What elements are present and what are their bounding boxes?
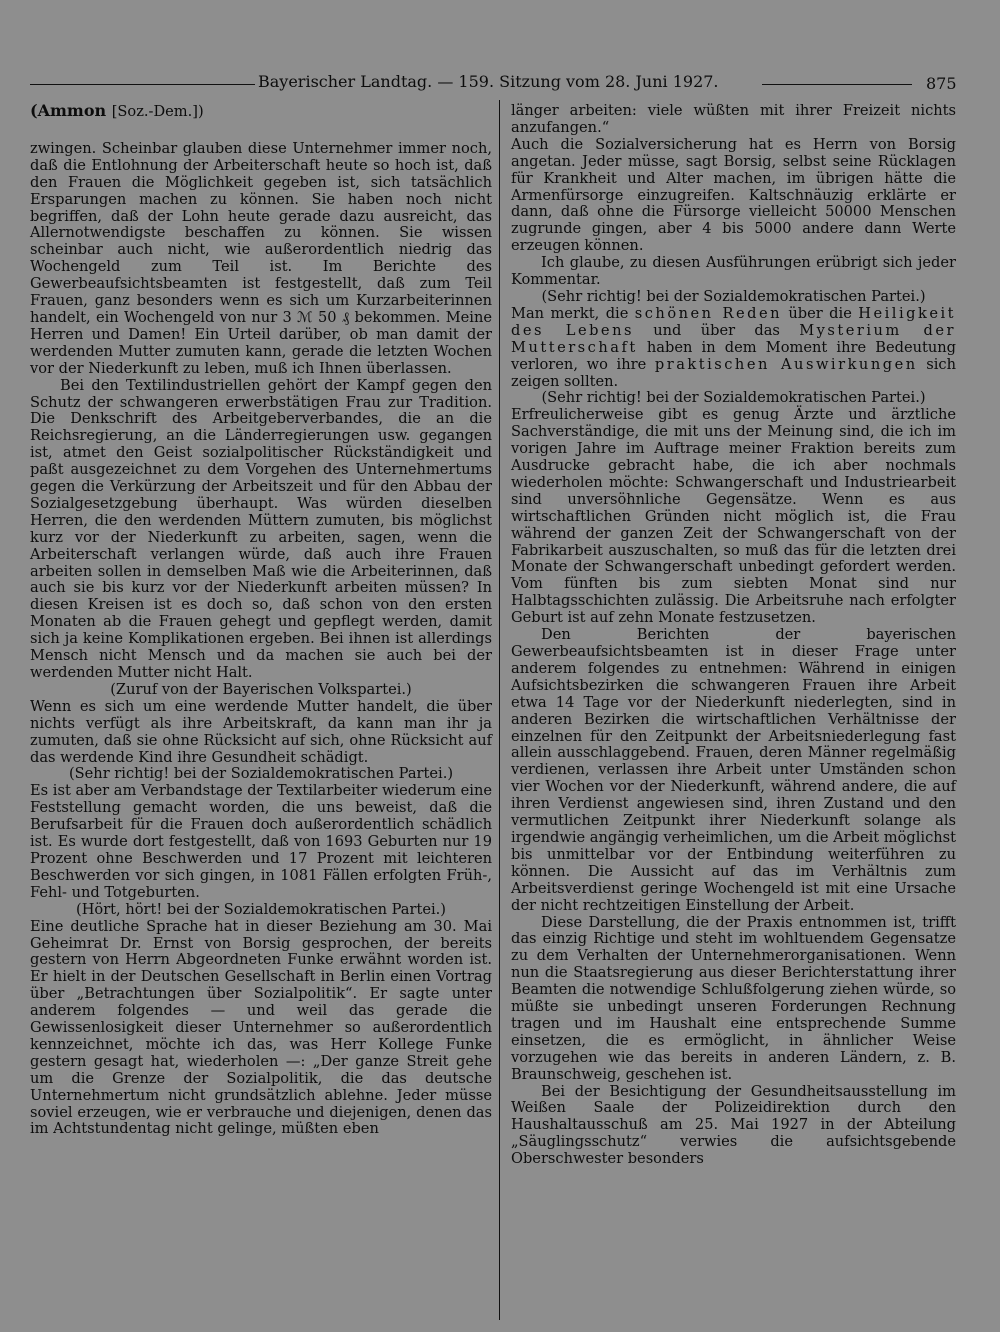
quote-continuation: länger arbeiten: viele wüßten mit ihrer Freizeit nichts anzufangen.“ — [511, 102, 956, 136]
speaker-line — [30, 103, 492, 121]
paragraph: Diese Darstellung, die der Praxis entnommen ist, trifft das einzig Richtige und steht im wohltuendem Gegensatze zu dem Verhalten der Unternehmerorganisationen. Wenn nun die Staatsregierung aus dieser Berichterstattung ihrer Beamten die notwendige Schlußfolgerung ziehen würde, so müßte sie unbedingt unseren Forderungen Rechnung tragen und im Haushalt eine entsprechende Summe einsetzen, die es ermöglicht, in ähnlicher Weise vorzugehen wie das bereits in anderen Ländern, z. B. Braunschweig, geschehen ist. — [511, 913, 956, 1083]
column-divider — [499, 100, 500, 1320]
page-number: 875 — [926, 74, 957, 93]
paragraph: Den Berichten der bayerischen Gewerbeaufsichtsbeamten ist in dieser Frage unter anderem folgendes zu entnehmen: Während in einigen Aufsichtsbezirken die schwangeren Frauen ihre Arbeit etwa 14 Tage vor der Niederkunft niederlegten, sind in anderen Bezirken die wirtschaftlichen Verhältnisse der einzelnen für den Zeitpunkt der Arbeitsniederlegung fast allein ausschlaggebend. Frauen, deren Männer regelmäßig verdienen, verlassen ihre Arbeit unter Umständen schon vier Wochen vor der Niederkunft, während andere, die auf ihren Verdienst angewiesen sind, ihren Zustand und den vermutlichen Zeitpunkt ihrer Niederkunft solange als irgendwie angängig verheimlichen, um die Arbeit möglichst bis unmittelbar vor der Entbindung weiterführen zu können. Die Aussicht auf das im Verhältnis zum Arbeitsverdienst geringe Wochengeld ist mit eine Ursache der nicht rechtzeitigen Einstellung der Arbeit. — [511, 626, 957, 914]
right-column — [511, 103, 956, 1168]
running-header — [30, 70, 960, 96]
paragraph: Erfreulicherweise gibt es genug Ärzte und ärztliche Sachverständige, die mit uns der Meinung sind, die ich im vorigen Jahre im Auftrage meiner Fraktion bereits zum Ausdrucke gebracht habe, die ich aber nochmals wiederholen möchte: Schwangerschaft und Industriearbeit sind unversöhnliche Gegensätze. Wenn es aus wirtschaftlichen Gründen nicht möglich ist, die Frau während der ganzen Zeit der Schwangerschaft von der Fabrikarbeit auszuschalten, so muß das für die letzten drei Monate der Schwangerschaft unbedingt gefordert werden. Vom fünften bis zum siebten Monat sind nur Halbtagsschichten zulässig. Die Arbeitsruhe nach erfolgter Geburt ist auf zehn Monate festzusetzen. — [511, 406, 956, 627]
interjection: (Zuruf von der Bayerischen Volkspartei.) — [110, 680, 412, 698]
paragraph: Bei der Besichtigung der Gesundheitsausstellung im Weißen Saale der Polizeidirektion durch den Haushaltausschuß am 25. Mai 1927 in der Abteilung „Säuglingsschutz“ verwies die aufsichtsgebende Oberschwester besonders — [511, 1082, 956, 1168]
paragraph: Bei den Textilindustriellen gehört der Kampf gegen den Schutz der schwangeren erwerbstätigen Frau zur Tradition. Die Denkschrift des Arbeitgeberverbandes, die an die Reichsregierung, an die Länderregierungen usw. gegangen ist, atmet den Geist sozialpolitischer Rückständigkeit und paßt ausgezeichnet zu dem Vorgehen des Unternehmertums gegen die Verkürzung der Arbeitszeit und für den Abbau der Sozialgesetzgebung überhaupt. Was würden dieselben Herren, die den werdenden Müttern zumuten, bis möglichst kurz vor der Niederkunft zu arbeiten, sagen, wenn die Arbeiterschaft verlangen würde, daß auch ihre Frauen arbeiten sollen in demselben Maß wie die Arbeiterinnen, daß auch sie bis kurz vor der Niederkunft arbeiten müssen? In diesen Kreisen ist es doch so, daß schon von den ersten Monaten ab die Frauen gehegt und gepflegt werden, damit sich ja keine Komplikationen ergeben. Bei ihnen ist allerdings Mensch nicht Mensch und da machen sie auch bei der werdenden Mutter nicht Halt. — [30, 376, 492, 681]
header-title: Bayerischer Landtag. — 159. Sitzung vom 28. Juni 1927. — [258, 72, 719, 91]
text-run: und über das — [633, 321, 800, 339]
paragraph: Eine deutliche Sprache hat in dieser Beziehung am 30. Mai Geheimrat Dr. Ernst von Borsig gesprochen, der bereits gestern von Herrn Abgeordneten Funke erwähnt worden ist. Er hielt in der Deutschen Gesellschaft in Berlin einen Vortrag über „Betrachtungen über Sozialpolitik“. Er sagte unter anderem folgendes — und weil das gerade die Gewissenlosigkeit dieser Unternehmer so außerordentlich kennzeichnet, möchte ich das, was Herr Kollege Funke gestern gesagt hat, wiederholen —: „Der ganze Streit gehe um die Grenze der Sozialpolitik, die das deutsche Unternehmertum nicht grundsätzlich ablehne. Jeder müsse soviel erzeugen, wie er verbrauche und diejenigen, denen das im Achtstundentag nicht gelinge, müßten eben — [30, 917, 492, 1138]
interjection: (Sehr richtig! bei der Sozialdemokratischen Partei.) — [68, 765, 454, 783]
emphasis-spaced: Mysterium der Mutterschaft — [511, 321, 956, 356]
left-column — [30, 103, 492, 1138]
paragraph: zwingen. Scheinbar glauben diese Unternehmer immer noch, daß die Entlohnung der Arbeiterschaft heute so hoch ist, daß den Frauen die Möglichkeit gegeben ist, sich tatsächlich Ersparungen machen zu können. Sie haben noch nicht begriffen, daß der Lohn heute gerade dazu ausreicht, das Allernotwendigste beschaffen zu können. Sie wissen scheinbar auch nicht, wie außerordentlich niedrig das Wochengeld zum Teil ist. Im Berichte des Gewerbeaufsichtsbeamten ist festgestellt, daß zum Teil Frauen, ganz besonders wenn es sich um Kurzarbeiterinnen handelt, ein Wochengeld von nur 3 ℳ 50 ₰ bekommen. Meine Herren und Damen! Ein Urteil darüber, ob man damit der werdenden Mutter zumuten kann, gerade die letzten Wochen vor der Niederkunft zu leben, muß ich Ihnen überlassen. — [30, 139, 492, 377]
interjection: (Sehr richtig! bei der Sozialdemokratischen Partei.) — [541, 389, 926, 407]
speaker-party: [Soz.-Dem.]) — [111, 103, 204, 120]
paragraph: Es ist aber am Verbandstage der Textilarbeiter wiederum eine Feststellung gemacht worden, die uns beweist, daß die Berufsarbeit für die Frauen doch außerordentlich schädlich ist. Es wurde dort festgestellt, daß von 1693 Geburten nur 19 Prozent ohne Beschwerden und 17 Prozent mit leichteren Beschwerden vor sich gingen, in 1081 Fällen erfolgten Früh-, Fehl- und Totgeburten. — [30, 782, 492, 901]
text-run: Man merkt, die — [511, 304, 635, 322]
emphasis-spaced: schönen Reden — [634, 304, 782, 322]
paragraph: Auch die Sozialversicherung hat es Herrn von Borsig angetan. Jeder müsse, sagt Borsig, selbst seine Rücklagen für Krankheit und Alter machen, im übrigen hätte die Armenfürsorge einzugreifen. Kaltschnäuzig erklärte er dann, daß ohne die Fürsorge vielleicht 50000 Menschen zugrunde gingen, aber 4 bis 5000 andere dann Werte erzeugen können. — [511, 135, 956, 255]
paragraph: Ich glaube, zu diesen Ausführungen erübrigt sich jeder Kommentar. — [511, 254, 956, 289]
header-rule-right — [762, 84, 912, 85]
emphasis-spaced: Heiligkeit des Lebens — [511, 304, 956, 339]
interjection: (Hört, hört! bei der Sozialdemokratischen Partei.) — [76, 900, 446, 918]
interjection: (Sehr richtig! bei der Sozialdemokratischen Partei.) — [541, 287, 926, 305]
paragraph-spaced — [511, 306, 956, 391]
paragraph: Wenn es sich um eine werdende Mutter handelt, die über nichts verfügt als ihre Arbeitskraft, da kann man ihr ja zumuten, daß sie ohne Rücksicht auf sich, ohne Rücksicht auf das werdende Kind ihre Gesundheit schädigt. — [30, 697, 492, 766]
header-rule-left — [30, 84, 255, 85]
text-run: haben in dem Moment ihre Bedeutung verloren, wo ihre — [511, 338, 956, 373]
text-run: sich zeigen sollten. — [511, 355, 956, 390]
text-run: über die — [781, 304, 859, 322]
speaker-name: (Ammon — [30, 101, 107, 120]
emphasis-spaced: praktischen Auswirkungen — [654, 355, 918, 373]
